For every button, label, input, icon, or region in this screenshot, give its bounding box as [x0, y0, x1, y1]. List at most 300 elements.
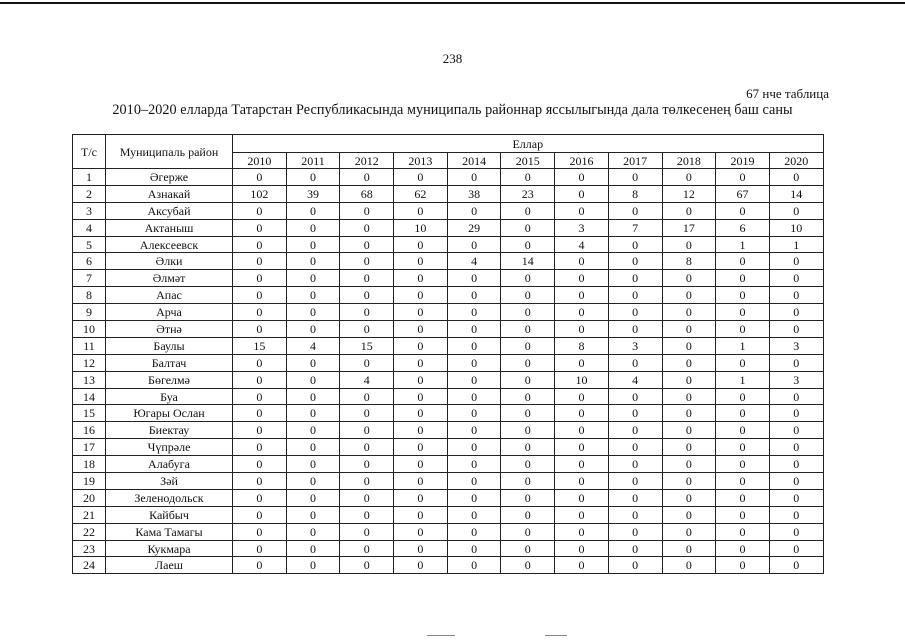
value-cell: 0 — [447, 169, 501, 186]
row-number: 5 — [73, 236, 106, 253]
value-cell: 0 — [716, 287, 770, 304]
district-name: Актаныш — [106, 219, 233, 236]
value-cell: 0 — [340, 489, 394, 506]
district-name: Әлмәт — [106, 270, 233, 287]
value-cell: 0 — [286, 439, 340, 456]
value-cell: 0 — [662, 202, 716, 219]
value-cell: 0 — [769, 473, 823, 490]
header-year: 2018 — [662, 153, 716, 169]
value-cell: 67 — [716, 185, 770, 202]
value-cell: 0 — [286, 557, 340, 574]
value-cell: 0 — [608, 540, 662, 557]
value-cell: 0 — [662, 473, 716, 490]
value-cell: 0 — [769, 405, 823, 422]
value-cell: 0 — [233, 202, 287, 219]
value-cell: 0 — [769, 270, 823, 287]
value-cell: 0 — [662, 405, 716, 422]
value-cell: 0 — [555, 202, 609, 219]
row-number: 9 — [73, 304, 106, 321]
value-cell: 0 — [662, 557, 716, 574]
district-name: Әлки — [106, 253, 233, 270]
table-row — [73, 456, 824, 473]
value-cell: 0 — [608, 422, 662, 439]
value-cell: 12 — [662, 185, 716, 202]
value-cell: 102 — [233, 185, 287, 202]
value-cell: 0 — [501, 388, 555, 405]
value-cell: 0 — [286, 321, 340, 338]
value-cell: 3 — [769, 337, 823, 354]
value-cell: 0 — [233, 388, 287, 405]
value-cell: 23 — [501, 185, 555, 202]
value-cell: 0 — [233, 489, 287, 506]
value-cell: 0 — [447, 405, 501, 422]
value-cell: 0 — [394, 287, 448, 304]
table-row — [73, 169, 824, 186]
value-cell: 0 — [233, 540, 287, 557]
value-cell: 0 — [555, 185, 609, 202]
value-cell: 0 — [662, 388, 716, 405]
value-cell: 1 — [716, 236, 770, 253]
row-number: 15 — [73, 405, 106, 422]
row-number: 1 — [73, 169, 106, 186]
value-cell: 0 — [769, 456, 823, 473]
value-cell: 0 — [233, 557, 287, 574]
value-cell: 0 — [233, 304, 287, 321]
value-cell: 0 — [233, 422, 287, 439]
table-row — [73, 405, 824, 422]
value-cell: 0 — [394, 253, 448, 270]
table-row — [73, 287, 824, 304]
header-year: 2014 — [447, 153, 501, 169]
value-cell: 0 — [555, 405, 609, 422]
value-cell: 0 — [555, 422, 609, 439]
header-year: 2019 — [716, 153, 770, 169]
value-cell: 0 — [716, 540, 770, 557]
value-cell: 0 — [394, 557, 448, 574]
table-row — [73, 540, 824, 557]
value-cell: 0 — [769, 253, 823, 270]
value-cell: 0 — [716, 557, 770, 574]
value-cell: 0 — [340, 405, 394, 422]
value-cell: 0 — [662, 287, 716, 304]
value-cell: 0 — [608, 354, 662, 371]
value-cell: 0 — [233, 236, 287, 253]
value-cell: 0 — [447, 473, 501, 490]
value-cell: 1 — [769, 236, 823, 253]
value-cell: 0 — [716, 405, 770, 422]
value-cell: 0 — [608, 489, 662, 506]
value-cell: 0 — [447, 321, 501, 338]
value-cell: 0 — [501, 354, 555, 371]
bottom-mark — [545, 635, 567, 636]
value-cell: 14 — [501, 253, 555, 270]
district-name: Арча — [106, 304, 233, 321]
value-cell: 0 — [394, 489, 448, 506]
value-cell: 7 — [608, 219, 662, 236]
bottom-mark — [427, 635, 455, 636]
value-cell: 0 — [394, 304, 448, 321]
row-number: 19 — [73, 473, 106, 490]
value-cell: 0 — [501, 287, 555, 304]
value-cell: 0 — [501, 304, 555, 321]
row-number: 21 — [73, 506, 106, 523]
value-cell: 0 — [394, 506, 448, 523]
value-cell: 0 — [555, 253, 609, 270]
header-year: 2015 — [501, 153, 555, 169]
value-cell: 0 — [340, 253, 394, 270]
value-cell: 0 — [233, 473, 287, 490]
value-cell: 0 — [555, 473, 609, 490]
value-cell: 0 — [447, 489, 501, 506]
value-cell: 0 — [769, 304, 823, 321]
value-cell: 0 — [233, 439, 287, 456]
row-number: 7 — [73, 270, 106, 287]
value-cell: 0 — [716, 422, 770, 439]
value-cell: 0 — [501, 540, 555, 557]
top-rule — [0, 2, 905, 4]
value-cell: 0 — [447, 540, 501, 557]
district-data-table — [72, 134, 824, 574]
district-name: Әгерже — [106, 169, 233, 186]
row-number: 22 — [73, 523, 106, 540]
value-cell: 0 — [286, 253, 340, 270]
value-cell: 0 — [501, 422, 555, 439]
value-cell: 0 — [716, 169, 770, 186]
value-cell: 0 — [233, 405, 287, 422]
header-number: Т/с — [73, 135, 106, 169]
value-cell: 29 — [447, 219, 501, 236]
value-cell: 15 — [233, 337, 287, 354]
district-name: Баулы — [106, 337, 233, 354]
value-cell: 0 — [233, 371, 287, 388]
value-cell: 0 — [501, 439, 555, 456]
table-row — [73, 321, 824, 338]
value-cell: 0 — [662, 371, 716, 388]
value-cell: 0 — [608, 473, 662, 490]
value-cell: 0 — [555, 523, 609, 540]
value-cell: 3 — [608, 337, 662, 354]
table-row — [73, 473, 824, 490]
value-cell: 0 — [662, 337, 716, 354]
value-cell: 0 — [608, 236, 662, 253]
value-cell: 0 — [394, 321, 448, 338]
value-cell: 0 — [501, 371, 555, 388]
value-cell: 0 — [447, 287, 501, 304]
district-name: Зәй — [106, 473, 233, 490]
district-name: Алабуга — [106, 456, 233, 473]
table-row — [73, 219, 824, 236]
value-cell: 0 — [716, 354, 770, 371]
value-cell: 0 — [555, 439, 609, 456]
value-cell: 0 — [662, 506, 716, 523]
district-name: Кама Тамагы — [106, 523, 233, 540]
value-cell: 0 — [769, 489, 823, 506]
row-number: 11 — [73, 337, 106, 354]
value-cell: 0 — [340, 439, 394, 456]
value-cell: 0 — [286, 456, 340, 473]
value-cell: 0 — [662, 236, 716, 253]
table-row — [73, 422, 824, 439]
value-cell: 0 — [501, 523, 555, 540]
value-cell: 0 — [555, 287, 609, 304]
value-cell: 0 — [769, 388, 823, 405]
value-cell: 0 — [447, 236, 501, 253]
page-title: 2010–2020 елларда Татарстан Республикасында муниципаль районнар яссылыгында дала төлкесенең баш саны — [112, 102, 793, 118]
value-cell: 0 — [447, 523, 501, 540]
row-number: 13 — [73, 371, 106, 388]
value-cell: 4 — [286, 337, 340, 354]
value-cell: 8 — [555, 337, 609, 354]
value-cell: 0 — [608, 456, 662, 473]
value-cell: 0 — [555, 321, 609, 338]
value-cell: 0 — [769, 321, 823, 338]
header-year: 2012 — [340, 153, 394, 169]
value-cell: 0 — [447, 506, 501, 523]
district-name: Әтнә — [106, 321, 233, 338]
table-row — [73, 185, 824, 202]
value-cell: 0 — [340, 473, 394, 490]
header-years-group: Еллар — [233, 135, 824, 153]
value-cell: 0 — [769, 169, 823, 186]
value-cell: 4 — [447, 253, 501, 270]
value-cell: 0 — [340, 540, 394, 557]
row-number: 18 — [73, 456, 106, 473]
value-cell: 0 — [394, 540, 448, 557]
value-cell: 8 — [608, 185, 662, 202]
value-cell: 0 — [233, 287, 287, 304]
value-cell: 0 — [286, 304, 340, 321]
value-cell: 0 — [608, 304, 662, 321]
value-cell: 0 — [286, 270, 340, 287]
value-cell: 0 — [501, 169, 555, 186]
table-row — [73, 304, 824, 321]
value-cell: 4 — [608, 371, 662, 388]
value-cell: 0 — [286, 405, 340, 422]
value-cell: 0 — [447, 388, 501, 405]
value-cell: 0 — [233, 523, 287, 540]
value-cell: 0 — [555, 506, 609, 523]
value-cell: 0 — [662, 540, 716, 557]
value-cell: 0 — [394, 473, 448, 490]
row-number: 3 — [73, 202, 106, 219]
table-row — [73, 202, 824, 219]
value-cell: 0 — [447, 304, 501, 321]
value-cell: 0 — [769, 422, 823, 439]
value-cell: 0 — [769, 202, 823, 219]
value-cell: 0 — [394, 354, 448, 371]
row-number: 8 — [73, 287, 106, 304]
value-cell: 0 — [340, 169, 394, 186]
value-cell: 0 — [555, 169, 609, 186]
district-name: Буа — [106, 388, 233, 405]
table-row — [73, 557, 824, 574]
value-cell: 0 — [662, 422, 716, 439]
header-district: Муниципаль район — [106, 135, 233, 169]
value-cell: 0 — [394, 405, 448, 422]
district-name: Аксубай — [106, 202, 233, 219]
value-cell: 0 — [608, 202, 662, 219]
value-cell: 0 — [662, 439, 716, 456]
value-cell: 0 — [340, 304, 394, 321]
value-cell: 0 — [555, 388, 609, 405]
value-cell: 0 — [716, 202, 770, 219]
value-cell: 0 — [394, 169, 448, 186]
value-cell: 0 — [608, 557, 662, 574]
value-cell: 0 — [447, 557, 501, 574]
table-label: 67 нче таблица — [746, 86, 829, 101]
value-cell: 0 — [501, 236, 555, 253]
value-cell: 0 — [394, 523, 448, 540]
row-number: 4 — [73, 219, 106, 236]
value-cell: 0 — [769, 354, 823, 371]
value-cell: 0 — [501, 473, 555, 490]
value-cell: 0 — [662, 456, 716, 473]
row-number: 23 — [73, 540, 106, 557]
value-cell: 0 — [286, 371, 340, 388]
row-number: 2 — [73, 185, 106, 202]
district-name: Лаеш — [106, 557, 233, 574]
value-cell: 0 — [394, 202, 448, 219]
value-cell: 0 — [340, 236, 394, 253]
value-cell: 0 — [340, 219, 394, 236]
value-cell: 0 — [662, 270, 716, 287]
table-body — [73, 169, 824, 574]
table-row — [73, 523, 824, 540]
value-cell: 0 — [608, 287, 662, 304]
value-cell: 15 — [340, 337, 394, 354]
value-cell: 14 — [769, 185, 823, 202]
value-cell: 0 — [233, 169, 287, 186]
value-cell: 0 — [501, 489, 555, 506]
value-cell: 0 — [394, 439, 448, 456]
value-cell: 0 — [286, 169, 340, 186]
value-cell: 0 — [716, 388, 770, 405]
value-cell: 0 — [716, 506, 770, 523]
row-number: 16 — [73, 422, 106, 439]
value-cell: 0 — [501, 337, 555, 354]
value-cell: 0 — [716, 489, 770, 506]
value-cell: 0 — [716, 523, 770, 540]
value-cell: 0 — [555, 456, 609, 473]
value-cell: 0 — [394, 270, 448, 287]
header-year: 2010 — [233, 153, 287, 169]
value-cell: 17 — [662, 219, 716, 236]
value-cell: 0 — [447, 371, 501, 388]
value-cell: 0 — [716, 321, 770, 338]
value-cell: 0 — [340, 354, 394, 371]
district-name: Кайбыч — [106, 506, 233, 523]
value-cell: 0 — [555, 304, 609, 321]
value-cell: 0 — [286, 540, 340, 557]
value-cell: 0 — [608, 270, 662, 287]
value-cell: 0 — [608, 439, 662, 456]
page-number: 238 — [442, 51, 463, 66]
value-cell: 0 — [394, 371, 448, 388]
value-cell: 0 — [447, 456, 501, 473]
value-cell: 0 — [286, 489, 340, 506]
value-cell: 0 — [394, 388, 448, 405]
value-cell: 0 — [233, 321, 287, 338]
value-cell: 0 — [608, 321, 662, 338]
district-name: Бөгелмә — [106, 371, 233, 388]
header-year: 2016 — [555, 153, 609, 169]
value-cell: 0 — [501, 321, 555, 338]
value-cell: 8 — [662, 253, 716, 270]
row-number: 20 — [73, 489, 106, 506]
value-cell: 0 — [394, 422, 448, 439]
table-row — [73, 506, 824, 523]
value-cell: 10 — [555, 371, 609, 388]
district-name: Балтач — [106, 354, 233, 371]
value-cell: 0 — [769, 523, 823, 540]
row-number: 24 — [73, 557, 106, 574]
row-number: 14 — [73, 388, 106, 405]
value-cell: 0 — [608, 506, 662, 523]
district-name: Югары Ослан — [106, 405, 233, 422]
value-cell: 0 — [233, 354, 287, 371]
value-cell: 0 — [286, 287, 340, 304]
value-cell: 0 — [340, 321, 394, 338]
value-cell: 0 — [447, 270, 501, 287]
value-cell: 0 — [501, 506, 555, 523]
value-cell: 0 — [286, 523, 340, 540]
value-cell: 0 — [662, 523, 716, 540]
value-cell: 0 — [555, 557, 609, 574]
value-cell: 0 — [447, 202, 501, 219]
value-cell: 0 — [501, 202, 555, 219]
value-cell: 0 — [286, 219, 340, 236]
value-cell: 0 — [286, 388, 340, 405]
value-cell: 0 — [286, 506, 340, 523]
value-cell: 0 — [340, 456, 394, 473]
district-name: Азнакай — [106, 185, 233, 202]
value-cell: 0 — [716, 270, 770, 287]
value-cell: 0 — [447, 422, 501, 439]
value-cell: 0 — [394, 337, 448, 354]
value-cell: 0 — [662, 321, 716, 338]
value-cell: 0 — [608, 169, 662, 186]
value-cell: 3 — [769, 371, 823, 388]
value-cell: 0 — [340, 506, 394, 523]
table-row — [73, 253, 824, 270]
district-name: Алексеевск — [106, 236, 233, 253]
value-cell: 0 — [286, 422, 340, 439]
value-cell: 68 — [340, 185, 394, 202]
value-cell: 0 — [286, 473, 340, 490]
value-cell: 1 — [716, 337, 770, 354]
value-cell: 0 — [340, 270, 394, 287]
value-cell: 0 — [501, 270, 555, 287]
district-name: Зеленодольск — [106, 489, 233, 506]
row-number: 12 — [73, 354, 106, 371]
value-cell: 38 — [447, 185, 501, 202]
value-cell: 10 — [769, 219, 823, 236]
value-cell: 0 — [608, 405, 662, 422]
value-cell: 0 — [286, 202, 340, 219]
value-cell: 0 — [662, 489, 716, 506]
value-cell: 0 — [447, 439, 501, 456]
value-cell: 10 — [394, 219, 448, 236]
value-cell: 4 — [340, 371, 394, 388]
table-row — [73, 270, 824, 287]
value-cell: 0 — [501, 456, 555, 473]
value-cell: 0 — [555, 540, 609, 557]
value-cell: 0 — [716, 304, 770, 321]
district-name: Чүпрәле — [106, 439, 233, 456]
table-row — [73, 354, 824, 371]
header-year: 2017 — [608, 153, 662, 169]
table-row — [73, 371, 824, 388]
